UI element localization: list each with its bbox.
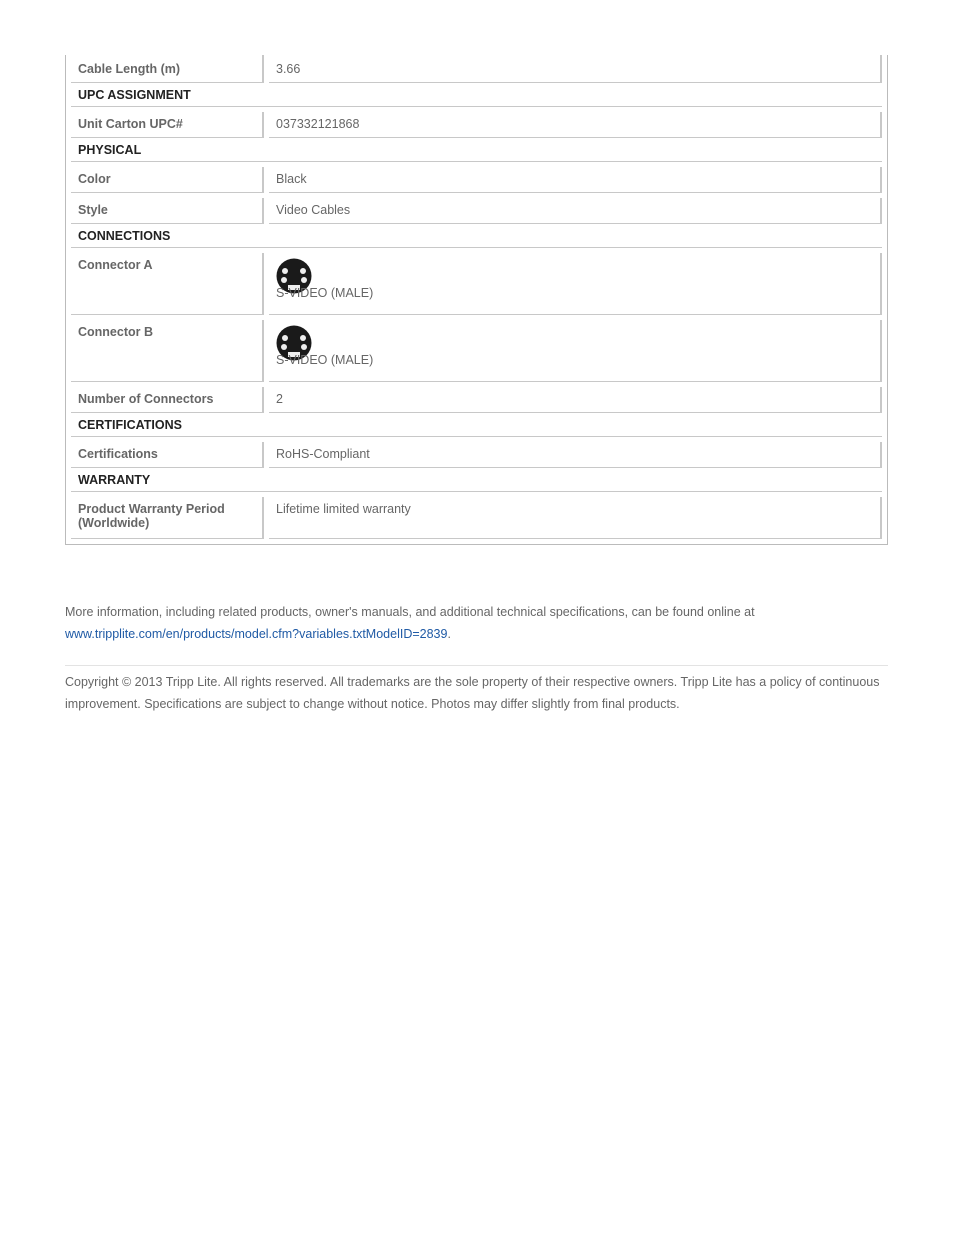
section-heading-connections: CONNECTIONS xyxy=(71,224,882,248)
spec-label: Color xyxy=(71,167,264,193)
spec-value: 2 xyxy=(269,387,882,413)
more-info-paragraph xyxy=(65,601,888,645)
spec-row-number-of-connectors xyxy=(71,387,882,413)
spec-row-connector-b xyxy=(71,320,882,382)
spec-row-style xyxy=(71,198,882,224)
connector-a-text: S-VIDEO (MALE) xyxy=(276,286,374,300)
spec-value: RoHS-Compliant xyxy=(269,442,882,468)
spec-value xyxy=(269,320,882,382)
spec-value: Video Cables xyxy=(269,198,882,224)
spec-value: Lifetime limited warranty xyxy=(269,497,882,539)
spec-row-certifications xyxy=(71,442,882,468)
spec-label: Connector B xyxy=(71,320,264,382)
spec-label: Unit Carton UPC# xyxy=(71,112,264,138)
spec-row-color xyxy=(71,167,882,193)
spec-label: Style xyxy=(71,198,264,224)
spec-label: Connector A xyxy=(71,253,264,315)
spec-label: Product Warranty Period (Worldwide) xyxy=(71,497,264,539)
spec-row-unit-carton-upc xyxy=(71,112,882,138)
spec-label: Certifications xyxy=(71,442,264,468)
spec-row-cable-length xyxy=(71,55,882,83)
product-page-link[interactable]: www.tripplite.com/en/products/model.cfm?variables.txtModelID=2839 xyxy=(65,627,448,641)
section-heading-certifications: CERTIFICATIONS xyxy=(71,413,882,437)
spec-value xyxy=(269,253,882,315)
section-heading-physical: PHYSICAL xyxy=(71,138,882,162)
spec-table xyxy=(65,55,888,545)
section-heading-warranty: WARRANTY xyxy=(71,468,882,492)
spec-value: 3.66 xyxy=(269,55,882,83)
spec-row-warranty-period xyxy=(71,497,882,539)
footer-divider xyxy=(65,665,888,666)
copyright-notice: Copyright © 2013 Tripp Lite. All rights reserved. All trademarks are the sole property of their respective owners. Tripp Lite has a policy of continuous improvement. Specifications are subject to change without notice. Photos may differ slightly from final products. xyxy=(65,675,880,711)
spec-value: Black xyxy=(269,167,882,193)
spec-value: 037332121868 xyxy=(269,112,882,138)
more-info-period: . xyxy=(447,627,451,641)
spec-row-connector-a xyxy=(71,253,882,315)
more-info-text: More information, including related products, owner's manuals, and additional technical specifications, can be found online at xyxy=(65,605,755,619)
spec-label: Cable Length (m) xyxy=(71,55,264,83)
connector-b-text: S-VIDEO (MALE) xyxy=(276,353,374,367)
spec-label: Number of Connectors xyxy=(71,387,264,413)
section-heading-upc: UPC ASSIGNMENT xyxy=(71,83,882,107)
